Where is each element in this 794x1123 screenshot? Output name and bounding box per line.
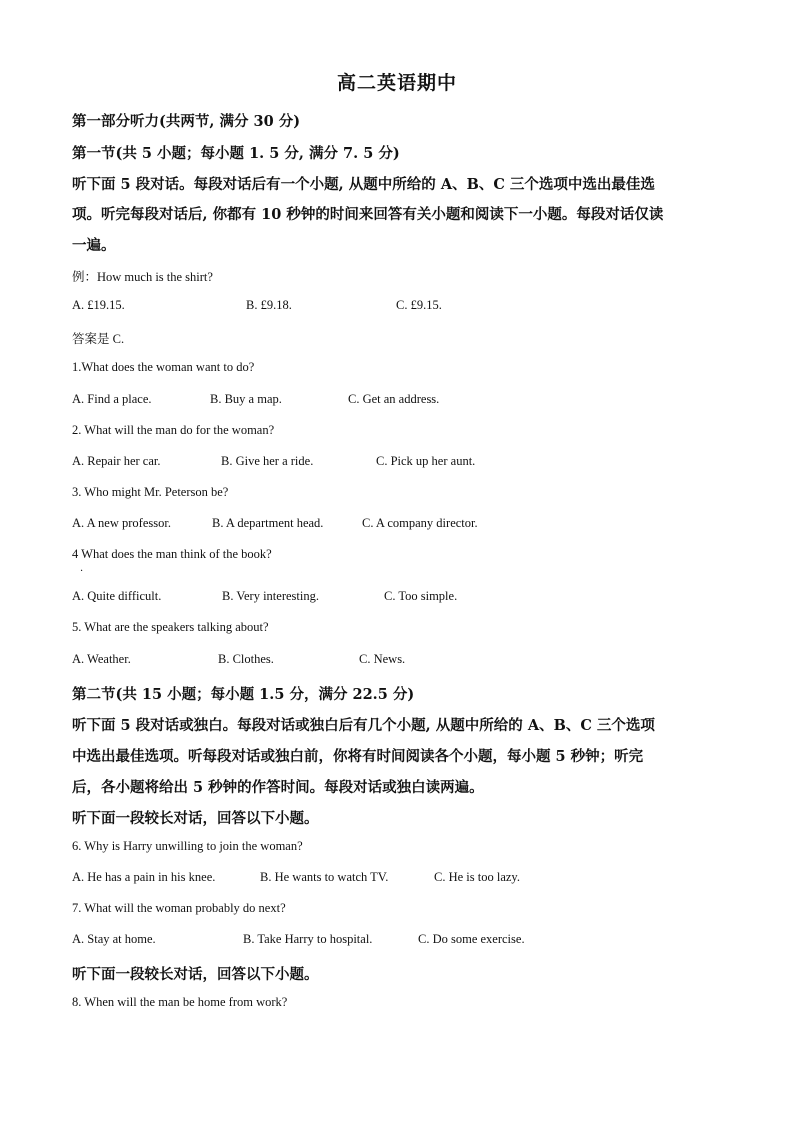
option-c: C. News. xyxy=(359,652,406,666)
option-a: A. Stay at home. xyxy=(72,932,156,946)
option-a: A. Find a place. xyxy=(72,392,152,406)
example-question: 例：How much is the shirt? xyxy=(72,270,213,284)
section2-instruction-line: 中选出最佳选项。听每段对话或独白前，你将有时间阅读各个小题，每小题 5 秒钟；听完 xyxy=(72,748,644,765)
option-c: C. £9.15. xyxy=(396,298,442,312)
option-b: B. A department head. xyxy=(212,516,324,530)
option-a: A. Weather. xyxy=(72,652,131,666)
option-a: A. Quite difficult. xyxy=(72,589,162,603)
question-text: 8. When will the man be home from work? xyxy=(72,995,288,1009)
part1-heading: 第一部分听力(共两节, 满分 30 分) xyxy=(72,113,301,130)
option-a: A. £19.15. xyxy=(72,298,125,312)
option-b: B. £9.18. xyxy=(246,298,292,312)
option-b: B. Give her a ride. xyxy=(221,454,314,468)
section1-instruction-line: 一遍。 xyxy=(72,237,116,254)
question-text: 5. What are the speakers talking about? xyxy=(72,620,269,634)
question-text: 3. Who might Mr. Peterson be? xyxy=(72,485,229,499)
page-title: 高二英语期中 xyxy=(336,72,457,94)
option-c: C. Do some exercise. xyxy=(418,932,525,946)
option-c: C. A company director. xyxy=(362,516,478,530)
option-c: C. Too simple. xyxy=(384,589,458,603)
option-c: C. Pick up her aunt. xyxy=(376,454,476,468)
option-b: B. Take Harry to hospital. xyxy=(243,932,373,946)
example-answer: 答案是 C. xyxy=(72,332,125,346)
section2-instruction-line: 后，各小题将给出 5 秒钟的作答时间。每段对话或独白读两遍。 xyxy=(72,779,484,796)
section1-heading: 第一节(共 5 小题；每小题 1. 5 分, 满分 7. 5 分) xyxy=(72,145,400,162)
question-text: 7. What will the woman probably do next? xyxy=(72,901,286,915)
question-text: 2. What will the man do for the woman? xyxy=(72,423,275,437)
section2-heading: 第二节(共 15 小题；每小题 1.5 分，满分 22.5 分) xyxy=(72,686,415,703)
dialogue-prompt: 听下面一段较长对话，回答以下小题。 xyxy=(72,810,319,827)
option-b: B. Buy a map. xyxy=(210,392,282,406)
section1-instruction-line: 项。听完每段对话后, 你都有 10 秒钟的时间来回答有关小题和阅读下一小题。每段对话仅读 xyxy=(72,206,664,223)
option-c: C. He is too lazy. xyxy=(434,870,520,884)
question-text: 4 What does the man think of the book? xyxy=(72,547,272,561)
option-a: A. Repair her car. xyxy=(72,454,161,468)
option-b: B. Clothes. xyxy=(218,652,274,666)
dialogue-prompt: 听下面一段较长对话，回答以下小题。 xyxy=(72,966,319,983)
option-b: B. Very interesting. xyxy=(222,589,319,603)
option-a: A. A new professor. xyxy=(72,516,171,530)
question-text: 1.What does the woman want to do? xyxy=(72,360,255,374)
question-text: 6. Why is Harry unwilling to join the woman? xyxy=(72,839,303,853)
section2-instruction-line: 听下面 5 段对话或独白。每段对话或独白后有几个小题, 从题中所给的 A、B、C 三个选项 xyxy=(72,717,655,734)
option-b: B. He wants to watch TV. xyxy=(260,870,389,884)
stray-dot: · xyxy=(80,566,84,577)
section1-instruction-line: 听下面 5 段对话。每段对话后有一个小题, 从题中所给的 A、B、C 三个选项中选出最佳选 xyxy=(72,176,655,193)
option-c: C. Get an address. xyxy=(348,392,440,406)
option-a: A. He has a pain in his knee. xyxy=(72,870,216,884)
